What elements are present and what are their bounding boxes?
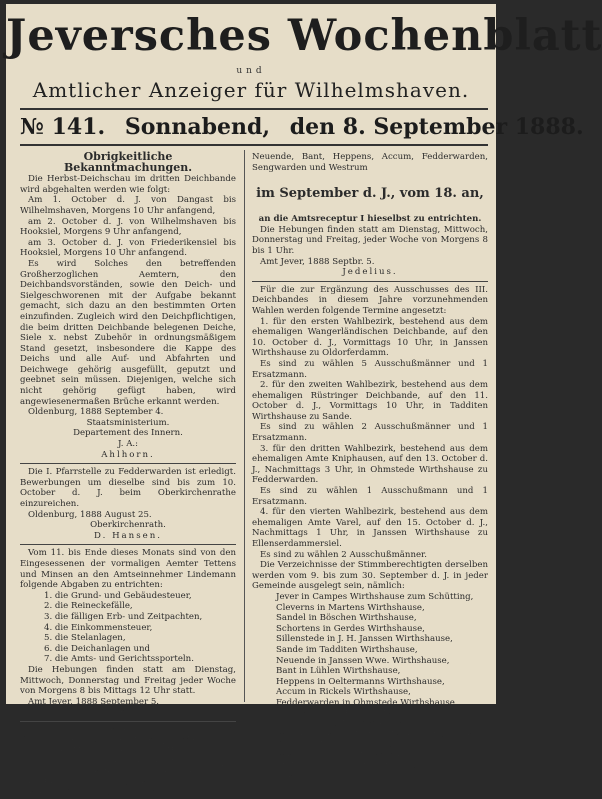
list-item: 5. die Stelanlagen, [44,633,126,644]
list-item: 7. die Amts- und Gerichtssporteln. [44,654,194,665]
deichschau-item: Am 1. October d. J. von Dangast bis Wilhelmshaven, Morgens 10 Uhr anfangend, [20,195,236,216]
place-item: Oldorf im Eden Wirthshause, [276,740,403,751]
receptur-line: an die Amtsreceptur I hieselbst zu entrichten. [258,214,482,225]
place-item: Sandel in Böschen Wirthshause, [276,613,417,624]
masthead-subtitle: Amtlicher Anzeiger für Wilhelmshaven. [32,78,470,102]
place-item: Sande im Tadditen Wirthshause, [276,644,418,655]
masthead-und: und [236,66,266,76]
list-item: 3. die fälligen Erb- und Zeitpachten, [44,611,203,622]
place-date: Oldenburg, 1888 August 25. [28,509,152,520]
ministry: Staatsministerium. [86,417,170,428]
list-item: 6. die Deichanlagen und [44,643,151,654]
deichschau-intro: Die Herbst-Deichschau im dritten Deichbande wird abgehalten werden wie folgt: [20,174,236,195]
place-item: Accum in Rickels Wirthshause, [276,687,411,698]
section-heading: Obrigkeitliche Bekanntmachungen. [63,150,193,174]
place-item: Pakens in Jülfs Wirthshause zu Hooksiel, [276,719,454,730]
divider [20,463,236,464]
pfarrstelle-notice: Die I. Pfarrstelle zu Fedderwarden ist erledigt. Bewerbungen um dieselbe sind bis zum 10. October d. J. beim Oberkirchenrathe einzureichen. [20,467,236,509]
hebung-hours: Die Hebungen finden statt am Dienstag, Mittwoch, Donnerstag und Freitag, jeder Woche von Morgens 8 bis 1 Uhr. [252,224,488,256]
abgaben-notice: Vom 11. bis Ende dieses Monats sind von den Eingesessenen der vormaligen Aemter Tettens und Minsen an den Amtseinnehmer Lindemann folgende Abgaben zu entrichten: [20,548,236,591]
place-item: Cleverns in Martens Wirthshause, [276,602,425,613]
signature: Jedelius. [100,707,156,718]
signature: Jedelius. [342,267,398,278]
place-item: Wiefels in Ahlrichs Wirthshause, [276,750,418,761]
deichschau-body: Es wird Solches den betreffenden Großherzoglichen Aemtern, den Deichbandsvorständen, sowie den Deich- und Sielgeschworenen mit der Aufgabe bekannt gemacht, sich dazu an den bestimmten Orten einzufinden. Zugleich wird den Deichpflichtigen, die beim dritten Deichbande belegenen Deiche, Siele x. nebst Zubehör in ordnungsmäßigem Stand gesetzt, insbesondere die Kappe des Deichs und alle Auf- und Abfahrten und Deichwege gehörig ausgefüllt, geputzt und geebnet sein müssen. Diejenigen, welche sich nicht gehörig gefügt haben, wird angewiesenermaßen Brüche erkannt werden. [20,258,236,407]
authority: Oberkirchenrath. [90,520,166,531]
verzeichnis-notice: Die Verzeichnisse der Stimmberechtigten derselben werden vom 9. bis zum 30. September d. J. in jeder Gemeinde ausgelegt sein, nämlich: [252,560,488,592]
department: Departement des Innern. [73,428,183,439]
list-item: 1. die Grund- und Gebäudesteuer, [44,590,192,601]
right-column [252,152,488,783]
hebung-hours: Die Hebungen finden statt am Dienstag, Mittwoch, Donnerstag und Freitag jeder Woche von Morgens 8 bis Mittags 12 Uhr statt. [20,664,236,697]
place-item: Schortens in Gerdes Wirthshause, [276,623,425,634]
wahlbezirk: 2. für den zweiten Wahlbezirk, bestehend aus dem ehemaligen Rüstringer Deichbande, auf den 11. October d. J., Vormittags 10 Uhr, in Tadditen Wirthshause zu Sande. [252,380,488,422]
place-date: Amt Jever, 1888 September 5. [28,696,160,707]
issue-number: № 141. [20,114,106,140]
place-item: Sillenstede in J. H. Janssen Wirthshause, [276,634,453,645]
place-item: Jever in Campes Wirthshause zum Schütting, [276,591,474,602]
place-item: Neuende in Janssen Wwe. Wirthshause, [276,655,450,666]
signature: D. Hansen. [94,530,162,541]
deichschau-item: am 3. October d. J. von Friederikensiel bis Hooksiel, Morgens 10 Uhr anfangend. [20,237,236,259]
issue-date: den 8. September 1888. [289,114,584,140]
place-item: Heppens in Oeltermanns Wirthshause, [276,676,445,687]
wahlbezirk: 3. für den dritten Wahlbezirk, bestehend aus dem ehemaligen Amte Kniphausen, auf den 13. October d. J., Nachmittags 3 Uhr, in Ohmstede Wirthshause zu Fedderwarden. [252,443,488,486]
place-date: Amt Jever, 1888 Septbr. 5. [260,256,375,267]
left-column [20,152,236,799]
deichschau-item: am 2. October d. J. von Wilhelmshaven bis Hooksiel, Morgens 9 Uhr anfangend, [20,216,236,238]
wahl-notice: Für die zur Ergänzung des Ausschusses des III. Deichbandes in diesem Jahre vorzunehmenden Wahlen werden folgende Termine angesetzt: [252,284,488,316]
signature: Ahlhorn. [101,449,155,460]
place-item: Bant in Lühlen Wirthshause, [276,666,401,677]
emphasis-date: im September d. J., vom 18. an, [256,186,484,202]
wahlbezirk: 4. für den vierten Wahlbezirk, bestehend aus dem ehemaligen Amte Varel, auf den 15. October d. J., Nachmittags 1 Uhr, in Janssen Wirthshause zu Ellenserdammersiel. [252,507,488,549]
wahlbezirk-count: Es sind zu wählen 2 Ausschußmänner und 1 Ersatzmann. [252,422,488,444]
issue-weekday: Sonnabend, [124,114,271,140]
place-item: St. Joost in Kirchhoff Wirthshause zu Altebrücke, [276,761,437,783]
ia-label: J. A.: [117,439,139,450]
wahlbezirk-count: Es sind zu wählen 1 Ausschußmann und 1 Ersatzmann. [252,486,488,507]
place-item: Waddewarden in Zwitters Wwe. Wirthshause, [276,729,476,740]
masthead-title: Jeversches Wochenblatt [6,11,602,61]
column-divider [244,150,245,702]
place-item: Fedderwarden in Ohmstede Wirthshause, [276,697,458,708]
issue-rule [20,144,488,146]
divider [20,721,236,722]
divider [20,544,236,545]
wahlbezirk: 1. für den ersten Wahlbezirk, bestehend aus dem ehemaligen Wangerländischen Deichbande, auf den 10. October d. J., Vormittags 10 Uhr, in Janssen Wirthshause zu Oldorferdamm. [252,316,488,359]
list-item: 2. die Reineckefälle, [44,601,133,612]
continuation: Neuende, Bant, Heppens, Accum, Fedderwarden, Sengwarden und Westrum [252,152,488,173]
place-date: Oldenburg, 1888 September 4. [28,407,164,418]
newspaper-page [6,4,602,799]
top-rule [20,108,488,110]
place-item: Sengwarden in Hobbies Wirthshause, [276,708,441,719]
list-item: 4. die Einkommensteuer, [44,622,153,633]
wahlbezirk-count: Es sind zu wählen 5 Ausschußmänner und 1 Ersatzmann. [252,358,488,380]
issue-line [20,112,584,142]
wahlbezirk-count: Es sind zu wählen 2 Ausschußmänner. [260,549,427,560]
steuer-notice: Die Grund- und Gebäudesteuer pro 3. und 4. Quartal, die Einkommensteuer pro Mai-October 1888, die Mobiliarsteuer, die Holzkaufgelder, Sporteln und Brüche, die Zehntenrenten pro 1888, die Hundesteuer und die Sparungsgeld des Hebungsbezirks aus den Gemeinden Jever, Cleverns, Sandel, Schortens, Sande, [20,724,236,799]
divider [252,281,488,282]
